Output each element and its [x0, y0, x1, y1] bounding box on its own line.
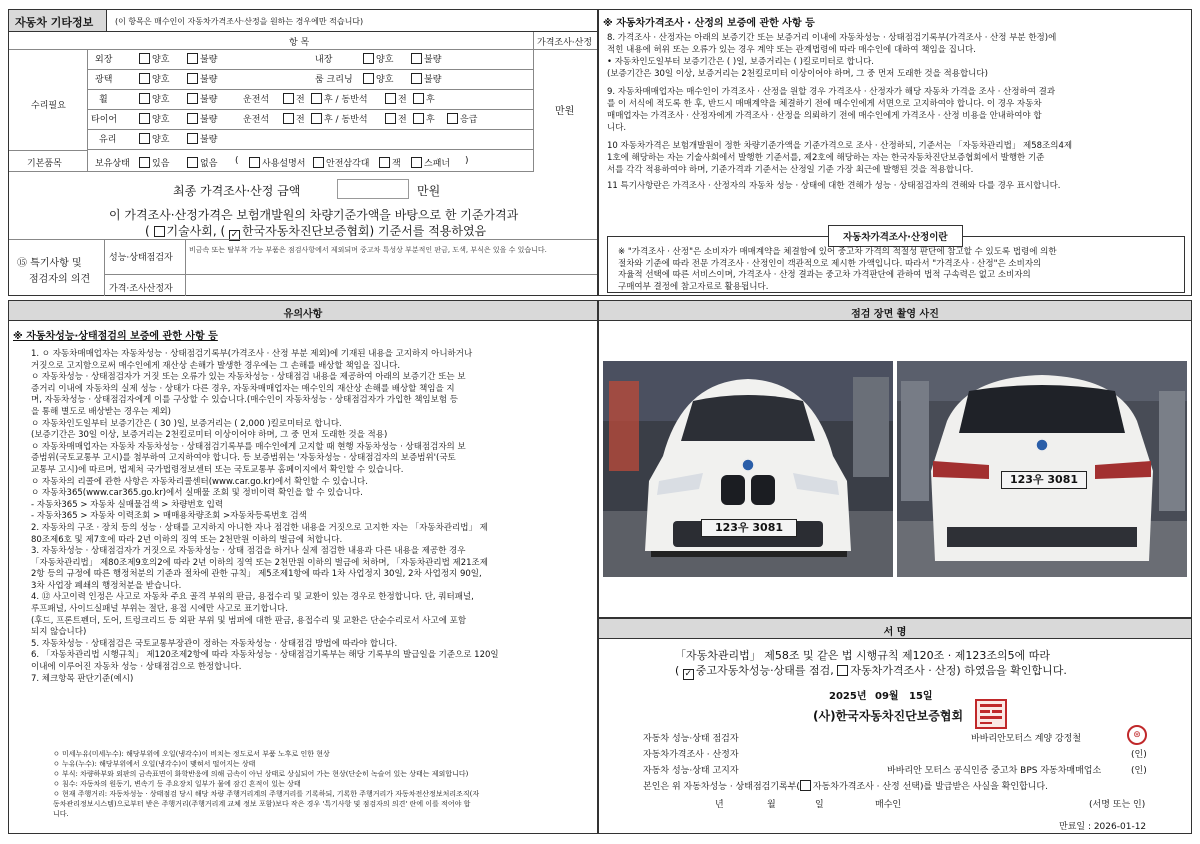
appraiser-row-line [105, 274, 597, 275]
tech-society-label: 기술사회, [166, 224, 217, 238]
bad-label: 불량 [424, 75, 442, 85]
tire-emergency[interactable] [447, 112, 477, 125]
inspector-divider [185, 240, 186, 296]
checkbox[interactable] [139, 93, 150, 104]
interior-good[interactable] [363, 52, 393, 65]
manual-label: 사용설명서 [262, 159, 306, 169]
bad-label: 불량 [200, 95, 218, 105]
emergency-label: 응급 [460, 115, 478, 125]
row-wheel [87, 90, 533, 110]
checkbox-kada[interactable]: ✓ [230, 230, 239, 240]
note-line: - 자동차365 > 자동차 실매물검색 > 차량번호 입력 [31, 499, 224, 510]
small-note-line: ㅇ 침수: 자동차의 원동기, 변속기 등 주요장치 일부가 물에 잠긴 흔적이 있는 상태 [53, 780, 301, 788]
final-price-label: 최종 가격조사·산정 금액 [173, 184, 301, 198]
triangle-label: 안전삼각대 [326, 159, 370, 169]
none-label: 없음 [200, 159, 218, 169]
front-label: 전 [296, 95, 305, 105]
checkbox[interactable] [283, 93, 294, 104]
good-label: 양호 [376, 75, 394, 85]
law-reference-line: 「자동차관리법」 제58조 및 같은 법 시행규칙 제120조 · 제123조의5에 따라 [675, 649, 1050, 662]
wheel-rear[interactable] [413, 92, 435, 105]
note-line: 2. 자동차의 구조 · 장치 등의 성능 · 상태를 고지하지 아니한 자나 점검한 내용을 거짓으로 고지한 자는 「자동차관리법」 제 [31, 522, 488, 533]
inspector-label: 성능·상태점검자 [109, 253, 173, 263]
appraiser-role: 자동차가격조사 · 산정자 [643, 750, 739, 760]
tire-front[interactable] [283, 112, 305, 125]
has-label: 있음 [152, 159, 170, 169]
row-gloss [87, 70, 533, 90]
exterior-bad[interactable] [187, 52, 217, 65]
note-line: 80조제6호 및 제7호에 따라 2년 이하의 징역 또는 2천만원 이하의 벌금에 처합니다. [31, 534, 343, 545]
note-line: - 자동차365 > 자동차 이력조회 > 매매용차량조회 >자동차등록번호 검색 [31, 511, 307, 522]
exterior-good[interactable] [139, 52, 169, 65]
wheel-front[interactable] [283, 92, 305, 105]
confirm-text-a: 본인은 위 자동차성능 · 상태점검기록부( [643, 782, 800, 792]
rear-label: 후 [426, 115, 435, 125]
seal-pattern [977, 701, 1005, 727]
price-appraisal-label: 자동차가격조사 · 산정) 하였음을 확인합니다. [850, 664, 1067, 677]
checkbox[interactable] [249, 157, 260, 168]
performance-check-label: 중고자동차성능·상태를 점검, [695, 664, 834, 677]
basic-items-label: 기본품목 [27, 159, 62, 169]
note-line: ㅇ 자동차365(www.car365.go.kr)에서 실매물 조회 및 정비이력 확인을 할 수 있습니다. [31, 488, 363, 499]
bad-label: 불량 [200, 135, 218, 145]
rear-passenger-label: 후 / 동반석 [324, 115, 368, 125]
tire-good[interactable] [139, 112, 169, 125]
note-line: 5. 자동차성능 · 상태점검은 국토교통부장관이 정하는 자동차성능 · 상태점검 방법에 따라야 합니다. [31, 638, 398, 649]
note-line: ㅇ 자동차매매업자는 자동차 자동차성능 · 상태점검기록부를 매수인에게 고지할 때 현행 자동차성능 · 상태점검자의 보 [31, 441, 466, 452]
photos-header: 점검 장면 촬영 사진 [599, 301, 1191, 321]
organization-seal [975, 699, 1007, 729]
gloss-good[interactable] [139, 72, 169, 85]
inspector-name: 바바리안모터스 계양 강정철 [971, 734, 1082, 744]
checkbox[interactable] [311, 113, 322, 124]
buyer-confirm-line [643, 779, 1048, 792]
special-label-cell [9, 240, 105, 296]
guarantee-line: 매매업자는 가격조사 · 산정자에게 가격조사 · 산정을 의뢰하기 전에 매수인에게 가격조사 · 산정 비용을 안내하여야 합 [607, 111, 1042, 121]
note-line: 증거리 이내에 자동차의 실제 성능 · 상태가 다른 경우, 자동차매매업자는 매수인의 재산상 손해를 배상할 책임을 지 [31, 383, 455, 394]
note-line: ㅇ 자동차인도일부터 보증기간은 ( 30 )일, 보증거리는 ( 2,000 )킬로미터로 합니다. [31, 418, 342, 429]
photos-section [598, 300, 1192, 618]
checkbox[interactable] [311, 93, 322, 104]
vehicle-other-info-section [8, 9, 598, 296]
small-note-line: ㅇ 미세누유(미세누수): 해당부위에 오일(냉각수)이 비치는 정도로서 부품 노후로 인한 현상 [53, 750, 330, 758]
item-column-header: 항 목 [289, 38, 310, 48]
small-note-line: ㅇ 부식: 차량하부와 외판의 금속표면이 화학반응에 의해 금속이 아닌 상태로 상실되어 가는 현상(단순히 녹슬어 있는 상태는 제외합니다) [53, 770, 469, 778]
final-price-unit: 만원 [417, 184, 441, 198]
checkbox-performance-check[interactable]: ✓ [684, 669, 693, 679]
appraiser-sign: (인) [1131, 750, 1147, 760]
info-line: ※ "가격조사 · 산정"은 소비자가 매매계약을 체결함에 있어 중고차 가격의 적절성 판단에 참고할 수 있도록 법령에 의한 [618, 247, 1057, 257]
guarantee-line: 9. 자동차매매업자는 매수인이 가격조사 · 산정을 원할 경우 가격조사 · 산정자가 해당 자동차 가격을 조사 · 산정하여 결과 [607, 87, 1056, 97]
close-paren: ) [465, 156, 469, 166]
basic-manual[interactable] [249, 156, 305, 169]
guarantee-line: (보증기간은 30일 이상, 보증거리는 2천킬로미터 이상이어야 하며, 그 중 먼저 도래한 것을 적용합니다) [607, 69, 988, 79]
info-box-lines [618, 247, 1057, 293]
guarantee-line: 서를 각각 적용하여야 하며, 기준가격과 기준서는 산정일 기준 가장 최근에 발행된 것을 적용합니다. [607, 165, 974, 175]
front-car-illustration [603, 361, 893, 577]
note-line: ㅇ 자동차성능 · 상태점검자가 거짓 또는 오류가 있는 자동차성능 · 상태점검 내용을 제공하여 아래의 보증기간 또는 보 [31, 372, 466, 383]
checkbox-price-appraisal[interactable] [837, 665, 848, 676]
info-line: 구매여부 결정에 참고자료로 활용됩니다. [618, 281, 769, 292]
confirm-line: ( ✓ 중고자동차성능·상태를 점검, 자동차가격조사 · 산정) 하였음을 확인합니다. [675, 664, 1067, 679]
row-glass [87, 130, 533, 150]
note-line: 1. ㅇ 자동차매매업자는 자동차성능 · 상태점검기록부(가격조사 · 산정 부분 제외)에 기재된 내용을 고지하지 아니하거나 [31, 349, 473, 359]
guarantee-line: • 자동차인도일부터 보증기간은 ( )일, 보증거리는 ( )킬로미터로 합니다. [607, 57, 874, 67]
tire-rear-passenger[interactable] [311, 112, 368, 125]
guarantee-line: 니다. [607, 123, 627, 133]
checkbox[interactable] [283, 113, 294, 124]
front-label: 전 [296, 115, 305, 125]
issuing-organization: (사)한국자동차진단보증협회 [813, 709, 964, 723]
notes-title: ※ 자동차성능·상태점검의 보증에 관한 사항 등 [13, 331, 218, 342]
wheel-bad[interactable] [187, 92, 217, 105]
small-note-line: 동차관리정보시스템)으로부터 받은 주행거리(주행거리계 교체 정보 포함)보다 작은 경우 '특기사항 및 점검자의 의견' 란에 이를 적어야 합 [53, 800, 471, 808]
note-line: 7. 체크항목 판단기준(예시) [31, 673, 134, 684]
basic-triangle[interactable] [313, 156, 369, 169]
info-box-title: 자동차가격조사·산정이란 [828, 225, 963, 247]
good-label: 양호 [152, 135, 170, 145]
jack-label: 잭 [392, 159, 401, 169]
confirm-text-b: 자동차가격조사 · 산정 선택)를 발급받은 사실을 확인합니다. [812, 782, 1048, 792]
signature-header: 서 명 [599, 619, 1191, 639]
note-line: 루프패널, 사이드실패널 부위는 절단, 용접 시에만 사고로 표기합니다. [31, 604, 288, 615]
price-column-divider [533, 32, 534, 172]
info-line: 자율적 선택에 따른 서비스이며, 가격조사 · 산정 결과는 중고차 가격판단에 관하여 법적 구속력은 없고 소비자의 [618, 270, 1031, 280]
checkbox-tech-society[interactable] [154, 226, 165, 237]
front-car-photo [603, 361, 893, 577]
special-notes-block [9, 239, 597, 296]
guarantee-line: 적힌 내용에 허위 또는 오류가 있는 경우 계약 또는 관계법령에 따라 매수인에 대하여 책임을 집니다. [607, 45, 976, 55]
price-guarantee-section [598, 9, 1192, 296]
buyer-day: 일 [815, 800, 824, 810]
info-line: 절차와 기준에 따라 전문 가격조사 · 산정인이 객관적으로 제시한 가액입니다. 따라서 "가격조사 · 산정"은 소비자의 [618, 258, 1042, 269]
checkbox[interactable] [313, 157, 324, 168]
checkbox[interactable] [363, 73, 374, 84]
checkbox[interactable] [411, 73, 422, 84]
rear-license-plate: 123우 3081 [1001, 471, 1087, 489]
good-label: 양호 [376, 55, 394, 65]
checkbox[interactable] [379, 157, 390, 168]
buyer-month: 월 [767, 800, 776, 810]
label-glass: 유리 [99, 135, 117, 145]
buyer-sign-placeholder: (서명 또는 인) [1089, 800, 1146, 810]
checkbox[interactable] [187, 93, 198, 104]
kada-label: 한국자동차진단보증협회) 기준서를 적용하였음 [242, 224, 487, 238]
checkbox[interactable] [363, 53, 374, 64]
label-driver-seat: 운전석 [243, 95, 270, 105]
checkbox[interactable] [411, 53, 422, 64]
item-header-row [9, 32, 597, 50]
basic-state-label: 보유상태 [95, 159, 130, 169]
section-title: 자동차 기타정보 [9, 10, 107, 31]
glass-bad[interactable] [187, 132, 217, 145]
checkbox[interactable] [139, 113, 150, 124]
final-price-input[interactable] [337, 179, 409, 199]
bad-label: 불량 [200, 115, 218, 125]
checkbox[interactable] [139, 53, 150, 64]
note-line: 을 통해 별도로 배상받는 경우는 제외) [31, 406, 171, 417]
spanner-label: 스패너 [424, 159, 451, 169]
price-column-header: 가격조사·산정 [537, 38, 593, 48]
note-line: 되지 않습니다) [31, 627, 87, 638]
note-line: 이내에 이루어진 자동차 성능 · 상태점검으로 한정합니다. [31, 662, 242, 673]
note-line: ㅇ 자동차의 리콜에 관한 사항은 자동차리콜센터(www.car.go.kr)에서 확인할 수 있습니다. [31, 476, 368, 487]
notes-small-lines [53, 749, 593, 819]
note-line: 4. ⑫ 사고이력 인정은 사고로 자동차 주요 골격 부위의 판금, 용접수리 및 교환이 있는 경우로 한정합니다. 단, 쿼터패널, [31, 592, 474, 603]
note-line: (후드, 프론트펜더, 도어, 트렁크리드 등 외판 부위 및 범퍼에 대한 판금, 용접수리 및 교환은 단순수리로서 사고에 포함 [31, 615, 467, 626]
checkbox[interactable] [187, 113, 198, 124]
inspector-seal: ⊛ [1127, 725, 1147, 745]
price-value-unit: 만원 [555, 106, 575, 117]
section-title-bar [9, 10, 597, 32]
sign-date-day: 15일 [909, 691, 933, 702]
signature-section [598, 618, 1192, 834]
label-tire: 타이어 [91, 115, 118, 125]
bad-label: 불량 [200, 75, 218, 85]
guarantee-line: 8. 가격조사 · 산정자는 아래의 보증기간 또는 보증거리 이내에 자동차성능 · 상태점검기록부(가격조사 · 산정 부분 한정)에 [607, 33, 1057, 43]
checkbox[interactable] [411, 157, 422, 168]
room-good[interactable] [363, 72, 393, 85]
buyer-label: 매수인 [875, 800, 902, 810]
checkbox[interactable] [139, 157, 150, 168]
checkbox[interactable] [413, 93, 424, 104]
bad-label: 불량 [200, 55, 218, 65]
label-exterior: 외장 [95, 55, 113, 65]
label-gloss: 광택 [95, 75, 113, 85]
tire-front2[interactable] [385, 112, 407, 125]
checkbox[interactable] [187, 157, 198, 168]
checkbox[interactable] [139, 73, 150, 84]
sign-date-month: 09월 [875, 691, 899, 702]
note-line: 거짓으로 고지함으로써 매수인에게 재산상 손해가 발생한 경우에는 그 손해를 배상할 책임을 집니다. [31, 360, 401, 371]
gloss-bad[interactable] [187, 72, 217, 85]
notes-lines [31, 349, 597, 685]
note-line: 6. 「자동차관리법 시행규칙」 제120조제2항에 따라 자동차성능 · 상태점검기록부는 해당 기록부의 발급일을 기준으로 120일 [31, 650, 499, 661]
note-line: 3. 자동차성능 · 상태점검자가 거짓으로 자동차성능 · 상태 점검을 하거나 실제 점검한 내용과 다른 내용을 제공한 경우 [31, 546, 466, 557]
note-line: 교통부 고시)에 따르며, 법제처 국가법령정보센터 또는 국토교통부 홈페이지에서 확인할 수 있습니다. [31, 464, 404, 475]
notes-header: 유의사항 [9, 301, 597, 321]
row-exterior [87, 50, 533, 70]
front-label: 전 [398, 95, 407, 105]
checkbox[interactable] [413, 113, 424, 124]
sign-date-year: 2025년 [829, 691, 867, 702]
special-label-2: 점검자의 의견 [29, 274, 91, 285]
checkbox[interactable] [385, 113, 396, 124]
price-guarantee-lines [607, 32, 1187, 192]
repair-block-bottom-line [9, 150, 87, 151]
checkbox-buyer-price[interactable] [800, 780, 811, 791]
good-label: 양호 [152, 75, 170, 85]
basic-jack[interactable] [379, 156, 401, 169]
rear-car-photo [897, 361, 1187, 577]
small-note-line: ㅇ 누유(누수): 해당부위에서 오일(냉각수)이 맺혀서 떨어지는 상태 [53, 760, 256, 768]
checkbox[interactable] [187, 53, 198, 64]
price-appraisal-info-box [607, 232, 1185, 293]
good-label: 양호 [152, 95, 170, 105]
buyer-year: 년 [715, 800, 724, 810]
wheel-good[interactable] [139, 92, 169, 105]
rear-passenger-label: 후 / 동반석 [324, 95, 368, 105]
small-note-line: ㅇ 현재 주행거리: 자동차성능 · 상태점검 당시 해당 차량 주행거리계의 주행거리를 기록하되, 기록한 주행거리가 자동차전산정보처리조직(자 [53, 790, 480, 798]
row-tire [87, 110, 533, 130]
note-line: 「자동차관리법」 제80조제9호의2에 따라 2년 이하의 징역 또는 2천만원 이하의 벌금에 처하며, 「자동차관리법 제21조제 [31, 557, 488, 568]
label-wheel: 휠 [99, 95, 108, 105]
note-line: 며, 자동차성능 · 상태점검자에게 이를 구상할 수 있습니다.(매수인이 자동차성능 · 상태점검자가 가입한 책임보험 등 [31, 395, 458, 406]
price-note-line1: 이 가격조사·산정가격은 보험개발원의 차량기준가액을 바탕으로 한 기준가격과 [109, 208, 519, 222]
guarantee-line: 를 이 서식에 적도록 한 후, 반드시 매매계약을 체결하기 전에 매수인에게 서면으로 고지하여야 합니다. 이 경우 자동차 [607, 99, 1042, 109]
checkbox[interactable] [187, 133, 198, 144]
guarantee-line: 10 자동차가격은 보험개발원이 정한 차량기준가액을 기준가격으로 조사 · 산정하되, 기준서는 「자동차관리법」 제58조의4제 [607, 141, 1073, 151]
tire-rear[interactable] [413, 112, 435, 125]
wheel-front2[interactable] [385, 92, 407, 105]
interior-bad[interactable] [411, 52, 441, 65]
checkbox[interactable] [139, 133, 150, 144]
label-driver-seat: 운전석 [243, 115, 270, 125]
section-subtitle: (이 항목은 매수인이 자동차가격조사·산정을 원하는 경우에만 적습니다) [115, 17, 364, 26]
front-license-plate: 123우 3081 [701, 519, 797, 537]
checkbox[interactable] [187, 73, 198, 84]
basic-spanner[interactable] [411, 156, 450, 169]
wheel-rear-passenger[interactable] [311, 92, 368, 105]
checkbox[interactable] [447, 113, 458, 124]
special-label-1: ⑮ 특기사항 및 [17, 258, 82, 269]
notifier-sign: (인) [1131, 766, 1147, 776]
note-line: 3차 사업장 폐쇄의 행정처분을 받습니다. [31, 580, 182, 591]
expiry-date: 만료일 : 2026-01-12 [1059, 822, 1147, 832]
note-line: 2항 등의 규정에 따른 행정처분의 기준과 절차에 관한 규칙」 제5조제1항에 따라 1차 사업정지 30일, 2차 사업정지 90일, [31, 569, 482, 580]
inspector-role: 자동차 성능·상태 점검자 [643, 734, 739, 744]
label-interior: 내장 [315, 55, 333, 65]
room-bad[interactable] [411, 72, 441, 85]
bad-label: 불량 [424, 55, 442, 65]
notes-section [8, 300, 598, 834]
small-note-line: 니다. [53, 810, 69, 818]
appraiser-label: 가격·조사산정자 [109, 284, 173, 294]
basic-has[interactable] [139, 156, 169, 169]
good-label: 양호 [152, 115, 170, 125]
basic-none[interactable] [187, 156, 217, 169]
guarantee-line: 11 특기사항란은 가격조사 · 산정자의 자동차 성능 · 상태에 대한 견해가 성능 · 상태점검자의 견해와 다를 경우 표시합니다. [607, 181, 1061, 191]
front-label: 전 [398, 115, 407, 125]
good-label: 양호 [152, 55, 170, 65]
open-paren: ( [235, 156, 239, 166]
checkbox[interactable] [385, 93, 396, 104]
label-room-cleaning: 룸 크리닝 [315, 75, 353, 85]
tire-bad[interactable] [187, 112, 217, 125]
glass-good[interactable] [139, 132, 169, 145]
note-line: 증범위(국토교통부 고시)를 첨부하여 고지하여야 합니다. 등 보증범위는 '자동차성능 · 상태점검자의 보증범위'(국토 [31, 453, 456, 464]
repair-needed-label: 수리필요 [31, 101, 66, 111]
notifier-name: 바바리안 모터스 공식인증 중고차 BPS 자동차매매업소 [887, 766, 1102, 776]
note-line: (보증기간은 30일 이상, 보증거리는 2천킬로미터 이상이어야 하며, 그 중 먼저 도래한 것을 적용) [31, 430, 388, 441]
basic-items-row [9, 152, 533, 172]
price-note-line2: ( 기술사회, ( ✓ 한국자동차진단보증협회) 기준서를 적용하였음 [145, 224, 487, 240]
inspector-note: 비금속 또는 탈부착 가능 부품은 점검사항에서 제외되며 중고차 특성상 부분적인 판금, 도색, 부식은 있을 수 있습니다. [189, 246, 547, 254]
price-guarantee-title: ※ 자동차가격조사 · 산정의 보증에 관한 사항 등 [603, 18, 815, 29]
guarantee-line: 1호에 해당하는 자는 기술사회에서 발행한 기준서를, 제2호에 해당하는 자는 한국자동차진단보증협회에서 발행한 기준 [607, 153, 1045, 163]
notifier-role: 자동차 성능·상태 고지자 [643, 766, 739, 776]
rear-label: 후 [426, 95, 435, 105]
rear-car-illustration [897, 361, 1187, 577]
